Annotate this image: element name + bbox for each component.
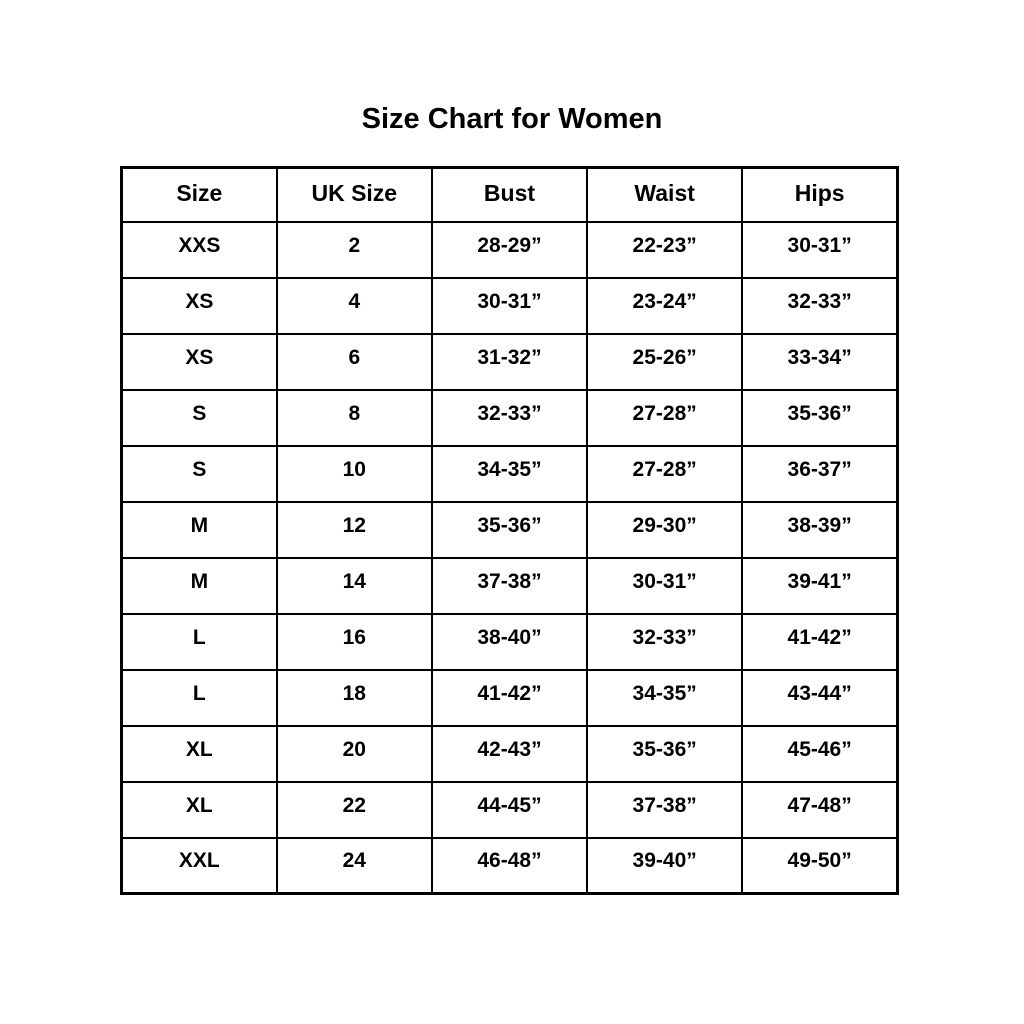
table-cell: 31-32” xyxy=(432,334,587,390)
table-cell: 35-36” xyxy=(742,390,897,446)
table-cell: 42-43” xyxy=(432,726,587,782)
table-cell: XS xyxy=(122,334,277,390)
table-cell: 49-50” xyxy=(742,838,897,894)
page-title: Size Chart for Women xyxy=(361,103,663,135)
table-cell: 24 xyxy=(277,838,432,894)
header-cell: UK Size xyxy=(277,168,432,222)
table-cell: 33-34” xyxy=(742,334,897,390)
table-cell: XS xyxy=(122,278,277,334)
table-cell: 35-36” xyxy=(587,726,742,782)
table-row xyxy=(122,726,898,782)
table-cell: 4 xyxy=(277,278,432,334)
table-cell: XL xyxy=(122,726,277,782)
table-cell: 37-38” xyxy=(432,558,587,614)
table-body xyxy=(122,222,898,894)
table-cell: 34-35” xyxy=(432,446,587,502)
table-cell: 32-33” xyxy=(432,390,587,446)
table-cell: 8 xyxy=(277,390,432,446)
table-cell: 30-31” xyxy=(432,278,587,334)
table-cell: 32-33” xyxy=(742,278,897,334)
table-cell: 41-42” xyxy=(432,670,587,726)
table-head xyxy=(122,168,898,222)
size-chart-table xyxy=(120,166,899,895)
table-cell: 20 xyxy=(277,726,432,782)
table-cell: 32-33” xyxy=(587,614,742,670)
table-cell: 44-45” xyxy=(432,782,587,838)
table-row xyxy=(122,222,898,278)
table-cell: 36-37” xyxy=(742,446,897,502)
table-cell: 43-44” xyxy=(742,670,897,726)
table-cell: S xyxy=(122,446,277,502)
table-cell: 38-39” xyxy=(742,502,897,558)
table-cell: XL xyxy=(122,782,277,838)
table-cell: 37-38” xyxy=(587,782,742,838)
table-row xyxy=(122,670,898,726)
table-cell: L xyxy=(122,670,277,726)
header-cell: Hips xyxy=(742,168,897,222)
table-cell: 39-41” xyxy=(742,558,897,614)
table-cell: 41-42” xyxy=(742,614,897,670)
table-cell: 30-31” xyxy=(742,222,897,278)
table-cell: L xyxy=(122,614,277,670)
table-row xyxy=(122,502,898,558)
table-row xyxy=(122,838,898,894)
table-cell: 30-31” xyxy=(587,558,742,614)
table-row xyxy=(122,558,898,614)
table-cell: XXS xyxy=(122,222,277,278)
table-cell: 14 xyxy=(277,558,432,614)
table-cell: 46-48” xyxy=(432,838,587,894)
table-cell: 18 xyxy=(277,670,432,726)
table-row xyxy=(122,446,898,502)
table-cell: 45-46” xyxy=(742,726,897,782)
header-cell: Size xyxy=(122,168,277,222)
table-cell: 22 xyxy=(277,782,432,838)
table-cell: 38-40” xyxy=(432,614,587,670)
header-row xyxy=(122,168,898,222)
table-cell: 16 xyxy=(277,614,432,670)
table-row xyxy=(122,390,898,446)
table-row xyxy=(122,278,898,334)
table-cell: 6 xyxy=(277,334,432,390)
table-cell: 2 xyxy=(277,222,432,278)
table-cell: M xyxy=(122,502,277,558)
table-row xyxy=(122,782,898,838)
table-cell: 29-30” xyxy=(587,502,742,558)
header-cell: Bust xyxy=(432,168,587,222)
table-cell: 27-28” xyxy=(587,390,742,446)
table-cell: 39-40” xyxy=(587,838,742,894)
table-row xyxy=(122,614,898,670)
table-cell: 25-26” xyxy=(587,334,742,390)
table-cell: 27-28” xyxy=(587,446,742,502)
header-cell: Waist xyxy=(587,168,742,222)
table-cell: 12 xyxy=(277,502,432,558)
table-cell: S xyxy=(122,390,277,446)
table-cell: 35-36” xyxy=(432,502,587,558)
table-cell: 23-24” xyxy=(587,278,742,334)
table-cell: 22-23” xyxy=(587,222,742,278)
table-row xyxy=(122,334,898,390)
table-cell: 47-48” xyxy=(742,782,897,838)
table-cell: M xyxy=(122,558,277,614)
table-cell: 34-35” xyxy=(587,670,742,726)
table-cell: 28-29” xyxy=(432,222,587,278)
table-cell: XXL xyxy=(122,838,277,894)
table-cell: 10 xyxy=(277,446,432,502)
